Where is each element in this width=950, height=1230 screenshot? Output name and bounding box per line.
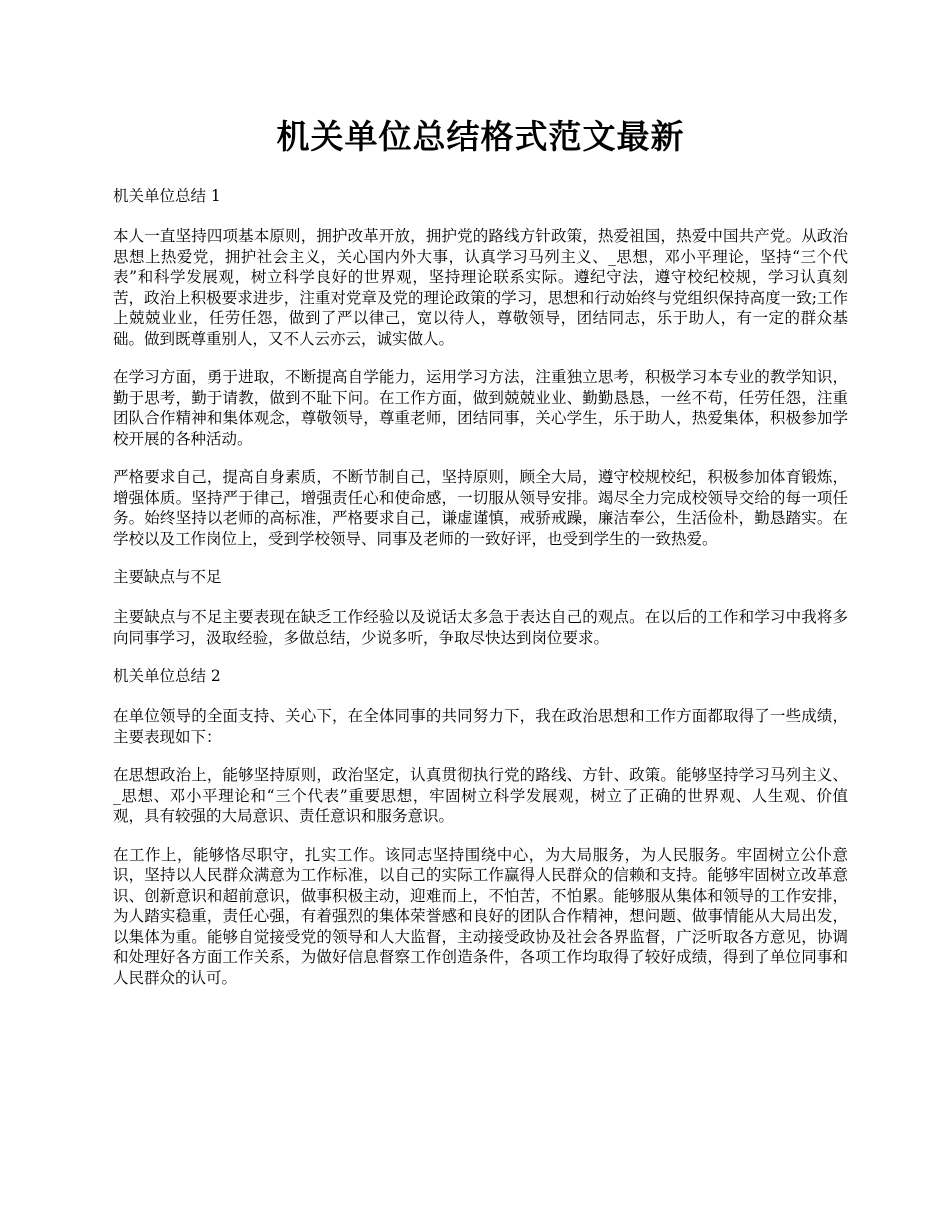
paragraph: 主要缺点与不足主要表现在缺乏工作经验以及说话太多急于表达自己的观点。在以后的工作和学习中我将多向同事学习，汲取经验，多做总结，少说多听，争取尽快达到岗位要求。 — [113, 608, 848, 647]
section-1 — [113, 186, 848, 549]
section-3 — [113, 666, 848, 988]
paragraph: 严格要求自己，提高自身素质，不断节制自己，坚持原则，顾全大局，遵守校规校纪，积极参加体育锻炼，增强体质。坚持严于律己，增强责任心和使命感，一切服从领导安排。竭尽全力完成校领导交给的每一项任务。始终坚持以老师的高标准，严格要求自己，谦虚谨慎，戒骄戒躁，廉洁奉公，生活俭朴，勤恳踏实。在学校以及工作岗位上，受到学校领导、同事及老师的一致好评，也受到学生的一致热爱。 — [113, 468, 848, 548]
section-2 — [113, 567, 848, 648]
section-heading: 机关单位总结 1 — [113, 187, 221, 205]
section-heading: 主要缺点与不足 — [113, 568, 222, 586]
document-title: 机关单位总结格式范文最新 — [276, 117, 685, 156]
paragraph: 在思想政治上，能够坚持原则，政治坚定，认真贯彻执行党的路线、方针、政策。能够坚持学习马列主义、_思想、邓小平理论和“三个代表”重要思想，牢固树立科学发展观，树立了正确的世界观、人生观、价值观，具有较强的大局意识、责任意识和服务意识。 — [113, 766, 848, 825]
section-heading: 机关单位总结 2 — [113, 667, 221, 685]
paragraph: 在学习方面，勇于进取，不断提高自学能力，运用学习方法，注重独立思考，积极学习本专业的教学知识，勤于思考，勤于请教，做到不耻下问。在工作方面，做到兢兢业业、勤勤恳恳，一丝不苟，任劳任怨，注重团队合作精神和集体观念，尊敬领导，尊重老师，团结同事，关心学生，乐于助人，热爱集体，积极参加学校开展的各种活动。 — [113, 368, 848, 448]
paragraph: 在工作上，能够恪尽职守，扎实工作。该同志坚持围绕中心，为大局服务，为人民服务。牢固树立公仆意识，坚持以人民群众满意为工作标准，以自己的实际工作赢得人民群众的信赖和支持。能够牢固树立改革意识、创新意识和超前意识，做事积极主动，迎难而上，不怕苦，不怕累。能够服从集体和领导的工作安排，为人踏实稳重，责任心强，有着强烈的集体荣誉感和良好的团队合作精神，想问题、做事情能从大局出发，以集体为重。能够自觉接受党的领导和人大监督，主动接受政协及社会各界监督，广泛听取各方意见，协调和处理好各方面工作关系，为做好信息督察工作创造条件，各项工作均取得了较好成绩，得到了单位同事和人民群众的认可。 — [113, 845, 848, 987]
paragraph: 在单位领导的全面支持、关心下，在全体同事的共同努力下，我在政治思想和工作方面都取得了一些成绩，主要表现如下： — [113, 707, 848, 746]
paragraph: 本人一直坚持四项基本原则，拥护改革开放，拥护党的路线方针政策，热爱祖国，热爱中国共产党。从政治思想上热爱党，拥护社会主义，关心国内外大事，认真学习马列主义、_思想，邓小平理论，坚持“三个代表”和科学发展观，树立科学良好的世界观，坚持理论联系实际。遵纪守法，遵守校纪校规，学习认真刻苦，政治上积极要求进步，注重对党章及党的理论政策的学习，思想和行动始终与党组织保持高度一致;工作上兢兢业业，任劳任怨，做到了严以律己，宽以待人，尊敬领导，团结同志，乐于助人，有一定的群众基础。做到既尊重别人，又不人云亦云，诚实做人。 — [113, 227, 848, 348]
document-page — [113, 110, 848, 1006]
